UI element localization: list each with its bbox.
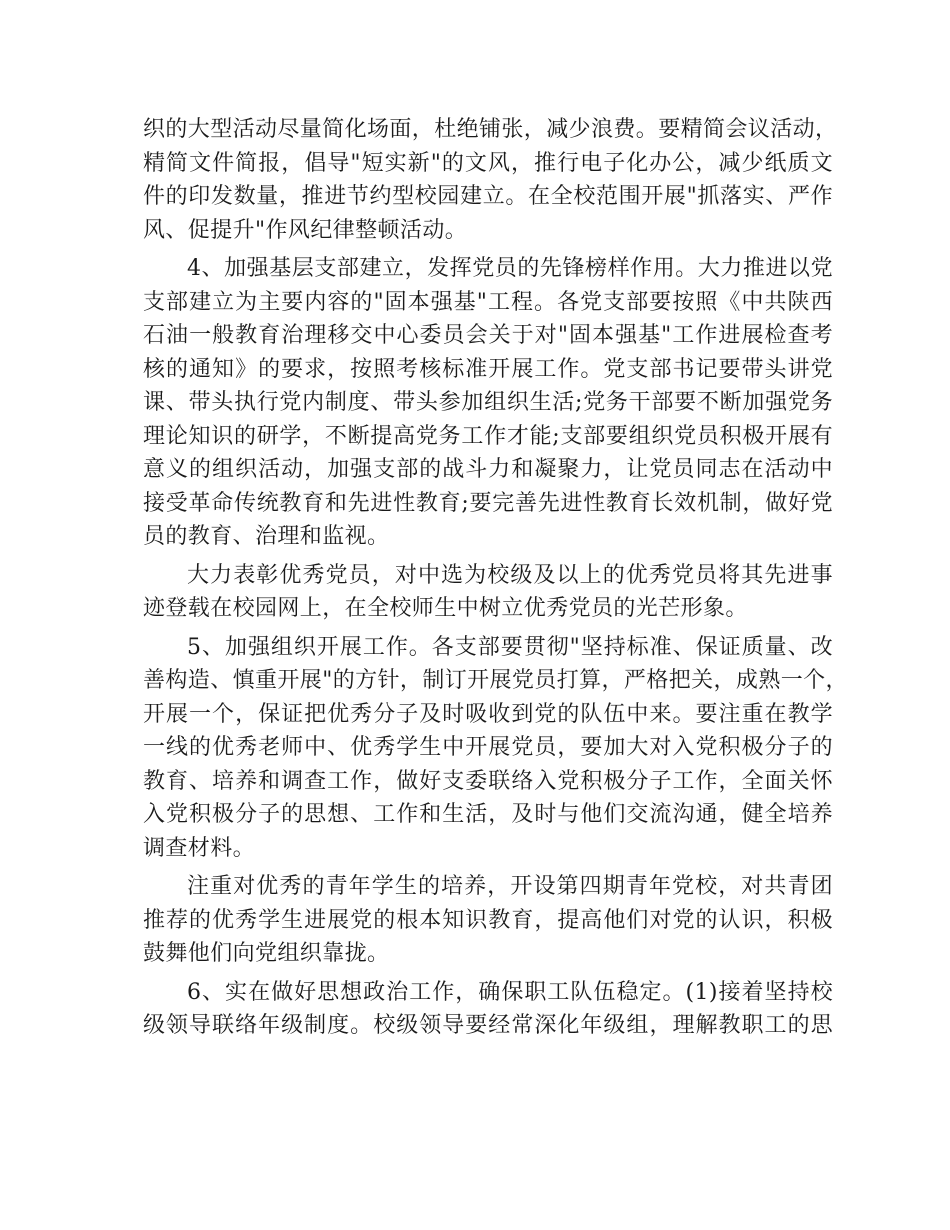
text-line: 6、实在做好思想政治工作，确保职工队伍稳定。(1)接着坚持校 xyxy=(187,979,833,1005)
text-line: 教育、培养和调查工作，做好支委联络入党积极分子工作，全面关怀 xyxy=(143,768,833,794)
text-line: 4、加强基层支部建立，发挥党员的先锋榜样作用。大力推进以党 xyxy=(187,256,833,281)
text-line: 意义的组织活动，加强支部的战斗力和凝聚力，让党员同志在活动中 xyxy=(143,457,833,482)
paragraph-3 xyxy=(143,559,833,626)
text-line: 石油一般教育治理移交中心委员会关于对"固本强基"工作进展检查考 xyxy=(143,323,833,348)
text-line: 推荐的优秀学生进展党的根本知识教育，提高他们对党的认识，积极 xyxy=(143,907,833,933)
text-line: 5、加强组织开展工作。各支部要贯彻"坚持标准、保证质量、改 xyxy=(187,634,833,660)
text-line: 鼓舞他们向党组织靠拢。 xyxy=(143,941,390,966)
text-line: 精简文件简报，倡导"短实新"的文风，推行电子化办公，减少纸质文 xyxy=(143,150,833,176)
text-line: 员的教育、治理和监视。 xyxy=(143,524,390,549)
paragraph-2 xyxy=(143,252,833,554)
text-line: 迹登载在校园网上，在全校师生中树立优秀党员的光芒形象。 xyxy=(143,596,748,621)
paragraph-1 xyxy=(143,113,838,247)
text-line: 理论知识的研学，不断提高党务工作才能;支部要组织党员积极开展有 xyxy=(143,423,833,449)
paragraph-6 xyxy=(143,976,833,1043)
text-line: 一线的优秀老师中、优秀学生中开展党员，要加大对入党积极分子的 xyxy=(143,735,833,760)
text-line: 开展一个，保证把优秀分子及时吸收到党的队伍中来。要注重在教学 xyxy=(143,701,833,727)
text-line: 调查材料。 xyxy=(143,835,256,861)
paragraph-4 xyxy=(143,631,848,866)
text-line: 善构造、慎重开展"的方针，制订开展党员打算，严格把关，成熟一个， xyxy=(143,668,848,693)
text-line: 级领导联络年级制度。校级领导要经常深化年级组，理解教职工的思 xyxy=(143,1013,833,1038)
text-line: 大力表彰优秀党员，对中选为校级及以上的优秀党员将其先进事 xyxy=(187,562,833,588)
text-line: 件的印发数量，推进节约型校园建立。在全校范围开展"抓落实、严作 xyxy=(143,184,833,209)
text-line: 支部建立为主要内容的"固本强基"工程。各党支部要按照《中共陕西 xyxy=(143,289,833,315)
text-line: 织的大型活动尽量简化场面，杜绝铺张，减少浪费。要精简会议活动， xyxy=(143,117,838,142)
text-line: 风、促提升"作风纪律整顿活动。 xyxy=(143,217,468,243)
text-line: 核的通知》的要求，按照考核标准开展工作。党支部书记要带头讲党 xyxy=(143,356,833,382)
text-line: 注重对优秀的青年学生的培养，开设第四期青年党校，对共青团 xyxy=(187,874,833,899)
text-line: 课、带头执行党内制度、带头参加组织生活;党务干部要不断加强党务 xyxy=(143,390,833,415)
paragraph-5 xyxy=(143,870,833,971)
document-page xyxy=(143,113,848,1048)
text-line: 接受革命传统教育和先进性教育;要完善先进性教育长效机制，做好党 xyxy=(143,490,833,516)
text-line: 入党积极分子的思想、工作和生活，及时与他们交流沟通，健全培养 xyxy=(143,802,833,827)
